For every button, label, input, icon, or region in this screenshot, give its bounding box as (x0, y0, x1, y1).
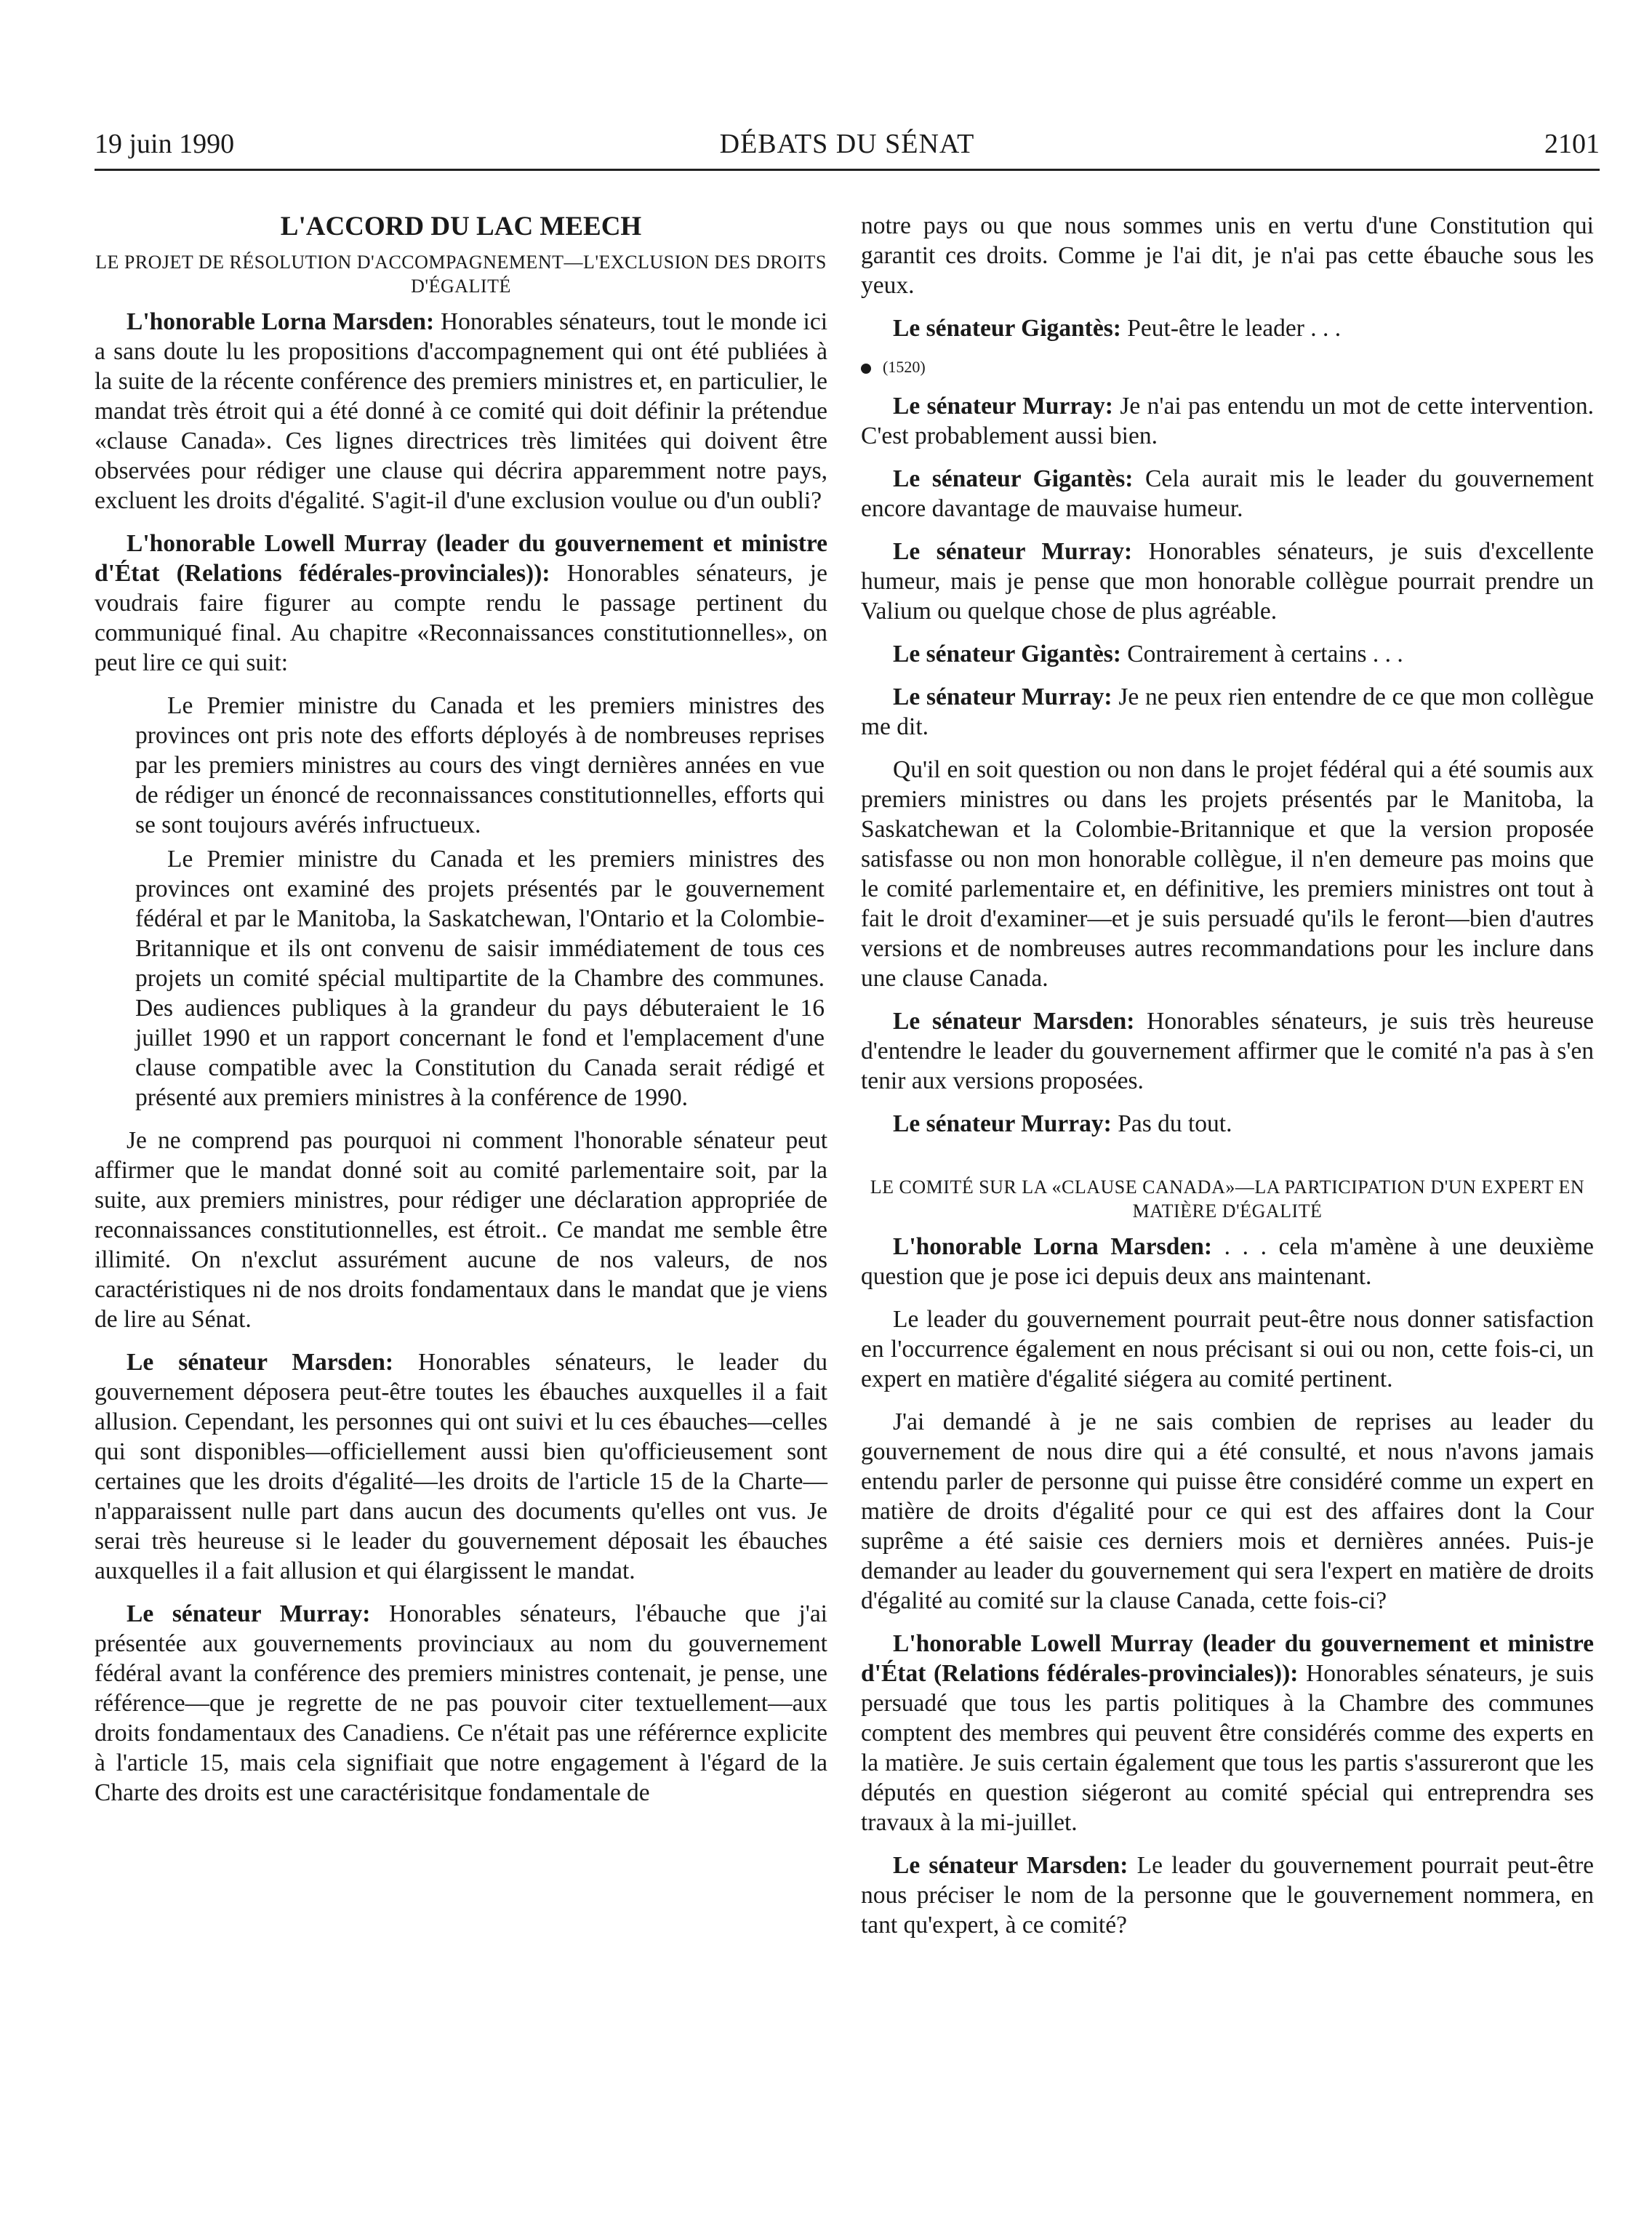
speech-paragraph (861, 464, 1594, 524)
speech-paragraph (861, 1629, 1594, 1837)
right-column (861, 211, 1594, 1953)
speech-text: Pas du tout. (1111, 1110, 1232, 1137)
speech-text: Peut-être le leader . . . (1120, 315, 1342, 342)
speech-text: Contrairement à certains . . . (1120, 641, 1403, 668)
speech-paragraph (95, 1347, 827, 1586)
speaker-name: Le sénateur Marsden: (893, 1008, 1135, 1035)
speaker-name: Le sénateur Gigantès: (893, 315, 1121, 342)
speech-text: Honorables sénateurs, je suis très heureuse d'entendre le leader du gouvernement affirmer que le comité n'a pas à s'en tenir aux versions proposées. (861, 1008, 1594, 1094)
speech-paragraph (861, 1232, 1594, 1291)
running-head (95, 128, 1600, 171)
speech-paragraph (861, 1006, 1594, 1096)
speech-paragraph: J'ai demandé à je ne sais combien de reprises au leader du gouvernement de nous dire qui a été consulté, et nous n'avons jamais entendu parler de personne qui puisse être considéré comme un expert en matière de droits d'égalité pour ce qui est des affaires dont la Cour suprême a été saisie ces derniers mois et dernières années. Puis-je demander au leader du gouvernement qui sera l'expert en matière de droits d'égalité au comité sur la clause Canada, cette fois-ci? (861, 1408, 1594, 1614)
speaker-name: Le sénateur Gigantès: (893, 465, 1134, 492)
section-subheading: LE COMITÉ SUR LA «CLAUSE CANADA»—LA PARTICIPATION D'UN EXPERT EN MATIÈRE D'ÉGALITÉ (870, 1176, 1585, 1222)
speaker-name: L'honorable Lorna Marsden: (127, 308, 435, 335)
speaker-name: Le sénateur Murray: (127, 1600, 371, 1627)
speech-text: Honorables sénateurs, l'ébauche que j'ai présentée aux gouvernements provinciaux au nom du gouvernement fédéral avant la conférence des premiers ministres contenait, je pense, une référence—que je regrette de ne pas pouvoir citer textuellement—aux droits fondamentaux des Canadiens. Ce n'était pas une référernce explicite à l'article 15, mais cela signifiait que notre engagement à l'égard de la Charte des droits est une caractérisitque fondamentale de (95, 1600, 827, 1806)
speech-text: Je n'ai pas entendu un mot de cette intervention. C'est probablement aussi bien. (861, 393, 1594, 449)
speech-paragraph (95, 1599, 827, 1808)
speech-text: Cela aurait mis le leader du gouvernement encore davantage de mauvaise humeur. (861, 465, 1594, 522)
speech-paragraph (95, 529, 827, 678)
speech-paragraph (861, 537, 1594, 626)
speaker-name: Le sénateur Murray: (893, 683, 1112, 710)
speaker-name: L'honorable Lorna Marsden: (893, 1233, 1212, 1260)
speaker-name: Le sénateur Murray: (893, 393, 1113, 420)
speech-paragraph (861, 313, 1594, 343)
speech-paragraph (95, 307, 827, 516)
section-heading: L'ACCORD DU LAC MEECH (280, 212, 642, 241)
speech-paragraph (861, 1851, 1594, 1940)
page-number: 2101 (1544, 129, 1600, 159)
speaker-name: Le sénateur Gigantès: (893, 641, 1121, 668)
speech-text: Je ne peux rien entendre de ce que mon collègue me dit. (861, 683, 1594, 740)
speech-text: Honorables sénateurs, je voudrais faire figurer au compte rendu le passage pertinent du communiqué final. Au chapitre «Reconnaissances constitutionnelles», on peut lire ce qui suit: (95, 560, 827, 676)
speaker-name: L'honorable Lowell Murray (leader du gouvernement et ministre d'État (Relations fédérales-provinciales)): (95, 530, 827, 587)
left-column (95, 211, 827, 1821)
bullet-icon (861, 364, 871, 374)
section-subheading: LE PROJET DE RÉSOLUTION D'ACCOMPAGNEMENT—L'EXCLUSION DES DROITS D'ÉGALITÉ (95, 252, 827, 297)
quoted-communique (95, 691, 827, 1112)
speaker-name: Le sénateur Marsden: (127, 1349, 393, 1376)
page-date: 19 juin 1990 (95, 129, 235, 159)
speech-paragraph: notre pays ou que nous sommes unis en vertu d'une Constitution qui garantit ces droits. Comme je l'ai dit, je n'ai pas cette ébauche sous les yeux. (861, 212, 1594, 299)
speech-paragraph (861, 682, 1594, 742)
speech-paragraph: Qu'il en soit question ou non dans le projet fédéral qui a été soumis aux premiers ministres ou dans les projets présentés par le Manitoba, la Saskatchewan et la Colombie-Britannique et que la version proposée satisfasse ou non mon honorable collègue, il n'en demeure pas moins que le comité parlementaire et, en définitive, les premiers ministres ont tout à fait le droit d'examiner—et je suis persuadé qu'ils le feront—bien d'autres versions et de nombreuses autres recommandations pour les inclure dans une clause Canada. (861, 756, 1594, 992)
speaker-name: Le sénateur Murray: (893, 538, 1133, 565)
speech-paragraph (861, 639, 1594, 669)
speech-paragraph (861, 391, 1594, 451)
speech-paragraph: Je ne comprend pas pourquoi ni comment l'honorable sénateur peut affirmer que le mandat donné soit au comité parlementaire soit, par la suite, aux premiers ministres, pour rédiger une déclaration appropriée de reconnaissances constitutionnelles, est étroit.. Ce mandat me semble être illimité. On n'exclut assurément aucune de nos valeurs, de nos caractéristiques ni de nos droits fondamentaux dans le mandat que je viens de lire au Sénat. (95, 1127, 827, 1333)
quote-paragraph: Le Premier ministre du Canada et les premiers ministres des provinces ont examiné des projets présentés par le gouvernement fédéral et par le Manitoba, la Saskatchewan, l'Ontario et la Colombie-Britannique et ils ont convenu de saisir immédiatement de tous ces projets un comité spécial multipartite de la Chambre des communes. Des audiences publiques à la grandeur du pays débuteraient le 16 juillet 1990 et un rapport concernant le fond et l'emplacement d'une clause compatible avec la Constitution du Canada serait rédigé et présenté aux premiers ministres à la conférence de 1990. (135, 846, 825, 1111)
speech-text: . . . cela m'amène à une deuxième question que je pose ici depuis deux ans maintenant. (861, 1233, 1594, 1290)
speech-paragraph (861, 1109, 1594, 1139)
speech-paragraph: Le leader du gouvernement pourrait peut-être nous donner satisfaction en l'occurrence également en nous précisant si oui ou non, cette fois-ci, un expert en matière d'égalité siégera au comité pertinent. (861, 1306, 1594, 1392)
page-title: DÉBATS DU SÉNAT (719, 129, 975, 159)
speaker-name: L'honorable Lowell Murray (leader du gouvernement et ministre d'État (Relations fédérales-provinciales)): (861, 1630, 1594, 1687)
speaker-name: Le sénateur Murray: (893, 1110, 1112, 1137)
time-marker-text: (1520) (883, 358, 926, 376)
speech-text: Honorables sénateurs, je suis d'excellente humeur, mais je pense que mon honorable collègue pourrait prendre un Valium ou quelque chose de plus agréable. (861, 538, 1594, 625)
speech-text: Honorables sénateurs, je suis persuadé que tous les partis politiques à la Chambre des communes comptent des membres qui peuvent être considérés comme des experts en la matière. Je suis certain également que tous les partis s'assureront que les députés en question siégeront au comité spécial qui entreprendra ses travaux à la mi-juillet. (861, 1660, 1595, 1836)
quote-paragraph: Le Premier ministre du Canada et les premiers ministres des provinces ont pris note des efforts déployés à de nombreuses reprises par les premiers ministres au cours des vingt dernières années en vue de rédiger un énoncé de reconnaissances constitutionnelles, efforts qui se sont toujours avérés infructueux. (135, 692, 825, 838)
speech-text: Le leader du gouvernement pourrait peut-être nous préciser le nom de la personne que le gouvernement nommera, en tant qu'expert, à ce comité? (861, 1852, 1595, 1939)
speaker-name: Le sénateur Marsden: (893, 1852, 1128, 1879)
time-marker (861, 356, 1594, 378)
speech-text: Honorables sénateurs, tout le monde ici a sans doute lu les propositions d'accompagnement qui ont été publiées à la suite de la récente conférence des premiers ministres et, en particulier, le mandat très étroit qui a été donné à ce comité qui doit définir la prétendue «clause Canada». Ces lignes directrices très limitées qui doivent être observées pour rédiger une clause qui décrira apparemment notre pays, excluent les droits d'égalité. S'agit-il d'une exclusion voulue ou d'un oubli? (95, 308, 828, 514)
speech-text: Honorables sénateurs, le leader du gouvernement déposera peut-être toutes les ébauches auxquelles il a fait allusion. Cependant, les personnes qui ont suivi et lu ces ébauches—celles qui sont disponibles—officiellement aussi bien qu'officieusement sont certaines que les droits d'égalité—les droits de l'article 15 de la Charte—n'apparaissent nulle part dans aucun des documents qu'elles ont vus. Je serai très heureuse si le leader du gouvernement déposait les ébauches auxquelles il a fait allusion et qui élargissent le mandat. (95, 1349, 827, 1584)
